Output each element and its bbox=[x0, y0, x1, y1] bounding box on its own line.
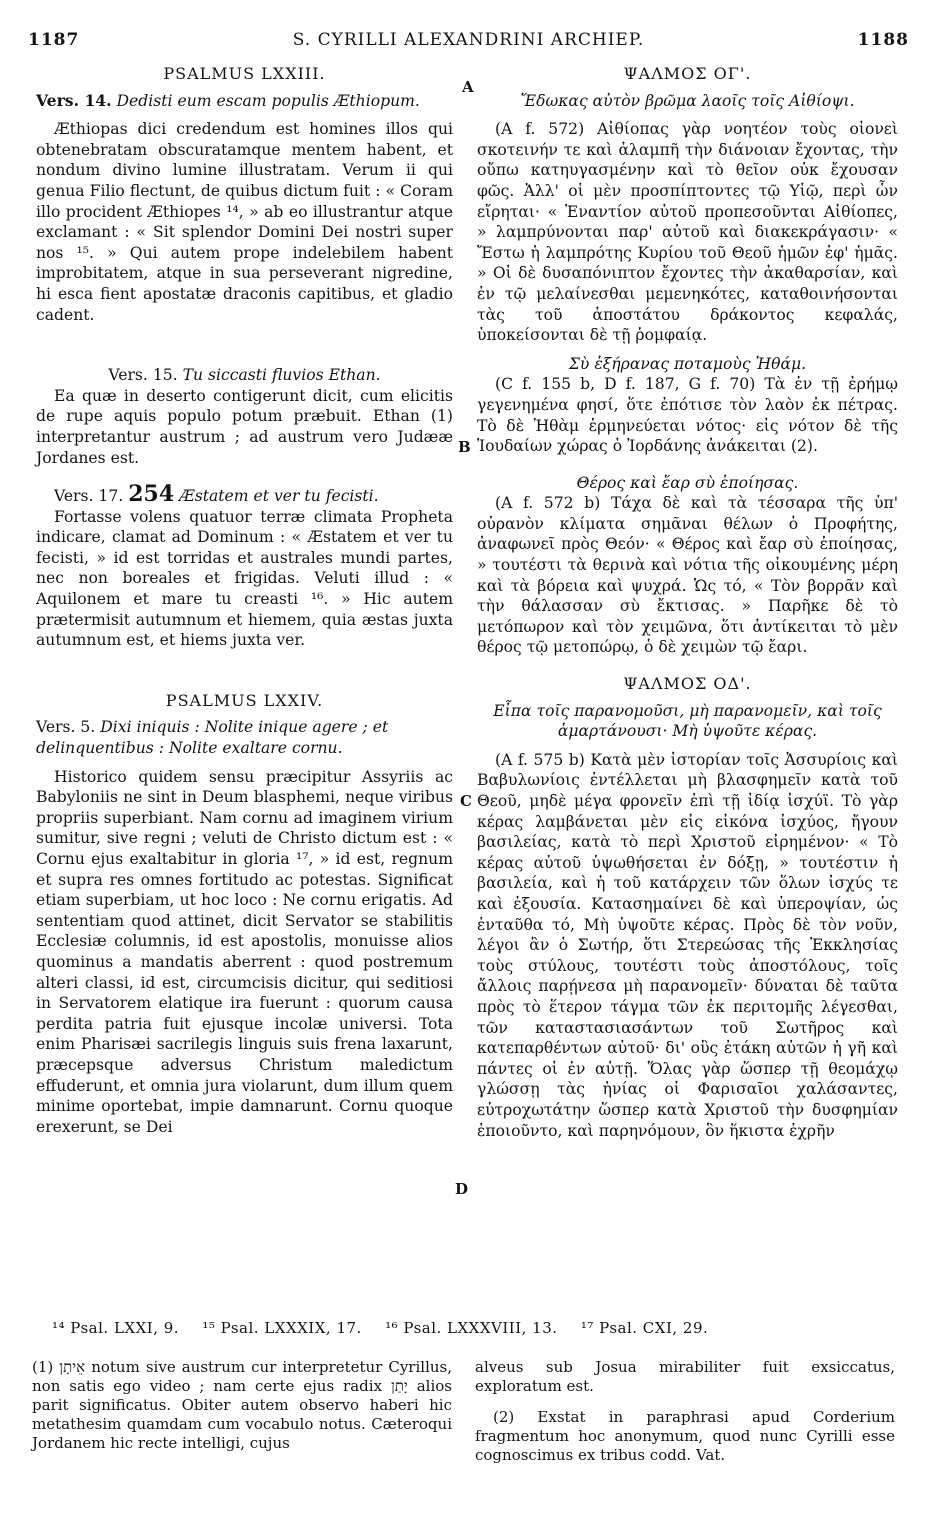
latin-paragraph-2: Ea quæ in deserto contigerunt dicit, cum elicitis de rupe aquis populo potum præbuit. Ethan (1) interpretantur austrum ; ad austrum vero Judææ Jordanes est. bbox=[36, 386, 453, 467]
greek-verse-14-text: Ἔδωκας αὐτὸν βρῶμα λαοῖς τοῖς Αἰθίοψι. bbox=[520, 91, 855, 110]
editor-notes-right bbox=[475, 1358, 895, 1465]
verse-14-heading bbox=[36, 91, 453, 112]
verse-17-text: Æstatem et ver tu fecisti. bbox=[179, 487, 379, 506]
margin-marker-a: A bbox=[462, 78, 474, 96]
greek-paragraph-4 bbox=[477, 750, 898, 1141]
greek-paragraph-4-ref: (A f. 575 b) bbox=[495, 750, 585, 769]
latin-paragraph-1: Æthiopas dici credendum est homines illos qui obtenebratam obscuratamque mentem habent, et nondum divino lumine illustratam. Verum ii qui genua Filio flectunt, de quibus dictum fuit : « Coram illo procident Æthiopes ¹⁴, » ab eo illustrantur atque exclamant : « Sit splendor Domini Dei nostri super nos ¹⁵. » Qui autem prope indelebilem habent improbitatem, atque in sua perseverant nigredine, hi esca fient apostatæ draconis capitibus, et gladio cadent. bbox=[36, 120, 453, 324]
latin-column bbox=[36, 64, 453, 1137]
greek-paragraph-4-text: Κατὰ μὲν ἱστορίαν τοῖς Ἀσσυρίοις καὶ Βαβυλωνίοις ἐντέλλεται μὴ βλασφημεῖν κατὰ τοῦ Θεοῦ, μηδὲ μέγα φρονεῖν ἐπὶ τῇ ἰδίᾳ ἰσχύϊ. Τὸ γὰρ κέρας λαμβάνεται μὲν εἰς εἰκόνα ἰσχύος, ἤγουν βασιλείας, κατὰ τὸ περὶ Χριστοῦ εἰρημένον· « Τὸ κέρας αὐτοῦ ὑψωθήσεται ἐν δόξῃ, » τουτέστιν ἡ βασιλεία, καὶ ἡ τοῦ κατάρχειν τῶν ὅλων ἰσχύς τε καὶ ἐξουσία. Κατασημαίνει δὲ καὶ ὑπεροψίαν, ὡς ἐνταῦθα τό, Μὴ ὑψοῦτε κέρας. Πρὸς δὲ τὸν νοῦν, λέγοι ἂν ὁ Σωτήρ, ὅτι Στερεώσας τῆς Ἐκκλησίας τοὺς στύλους, τουτέστι τοὺς ἀποστόλους, τοῖς ἄλλοις παρῄνεσα μὴ παρανομεῖν· δύναται δὲ ταῦτα πρὸς τὸ ἕτερον τάγμα τῶν ἐκ περιτομῆς λέγεσθαι, τῶν καταστασιασάντων τοῦ Σωτῆρος καὶ κατεπαρθέντων αὐτοῦ· δι' οὓς ἐτάκη αὐτῶν ἡ γῆ καὶ πάντες οἱ ἐν αὐτῇ. Ὅλας γὰρ ὥσπερ τῇ θεομάχῳ γλώσσῃ τὰς ἡνίας οἱ Φαρισαῖοι χαλάσαντες, εὐτροχωτάτην ὥσπερ κατὰ Χριστοῦ τὴν δυσφημίαν ἐποιοῦντο, καὶ παρηνόμουν, ὃν ἥκιστα ἐχρῆν bbox=[477, 750, 898, 1140]
verse-5-label: Vers. 5. bbox=[36, 718, 96, 737]
greek-paragraph-1-ref: (A f. 572) bbox=[495, 120, 585, 139]
page-number-right: 1188 bbox=[857, 30, 909, 50]
greek-paragraph-3-text: Τάχα δὲ καὶ τὰ τέσσαρα τῆς ὑπ' οὐρανὸν κλίματα σημᾶναι θέλων ὁ Προφήτης, ἀναφωνεῖ πρὸς Θεόν· « Θέρος καὶ ἔαρ σὺ ἐποίησας, » τουτέστι τὰ θερινὰ καὶ νότια τῆς οἰκουμένης μέρη καὶ τὰ βόρεια καὶ ψυχρά. Ὡς τό, « Τὸν βορρᾶν καὶ τὴν θάλασσαν σὺ ἔκτισας. » Παρῆκε δὲ τὸ μετόπωρον καὶ τὸν χειμῶνα, ὅτι ἀντίκειται τὸ μὲν θέρος τῷ μετοπώρῳ, ὁ δὲ χειμὼν τῷ ἔαρι. bbox=[477, 494, 898, 657]
margin-marker-c: C bbox=[460, 792, 472, 810]
psalm-73-title: PSALMUS LXXIII. bbox=[163, 64, 326, 83]
editor-note-1: (1) אֵיתָן notum sive austrum cur interpretetur Cyrillus, non satis ego video ; nam certe ejus radix יָתַן alios parit significatus. Obiter autem observo haberi hic metathesim quamdam cum vocabulo notus. Cæteroqui Jordanem hic recte intelligi, cujus bbox=[32, 1358, 453, 1452]
greek-paragraph-2-ref: (C f. 155 b, D f. 187, G f. 70) bbox=[495, 375, 756, 394]
verse-17-heading bbox=[36, 481, 453, 508]
verse-17-label: Vers. 17. bbox=[54, 487, 124, 506]
latin-paragraph-4: Historico quidem sensu præcipitur Assyriis ac Babyloniis ne sint in Deum blasphemi, neque viribus propriis superbiant. Nam cornu ad imaginem virium sumitur, sive regni ; veluti de Christo dictum est : « Cornu ejus exaltabitur in gloria ¹⁷, » id est, regnum et supra res omnes fortitudo ac potestas. Significat etiam superbiam, ut hoc loco : Ne cornu erigatis. Ad sententiam quod attinet, dicit Servator se stabilitis Ecclesiæ columnis, id est apostolis, monuisse alios quominus a mandatis aberrent : quod postremum alteri classi, id est, circumcisis dicitur, qui seditiosi in Servatorem elatique ira fuerunt : quorum causa perdita patria fuit ejusque incolæ universi. Tota enim Pharisæi sacrilegis linguis suis frena laxarunt, præcepsque adversus Christum maledictum effuderunt, et omnia jura violarunt, dum illum quem minime oportebat, impie damnarunt. Cornu quoque erexerunt, se Dei bbox=[36, 767, 453, 1136]
greek-paragraph-3 bbox=[477, 493, 898, 658]
verse-15-heading bbox=[36, 365, 453, 386]
greek-verse-17-text: Θέρος καὶ ἔαρ σὺ ἐποίησας. bbox=[576, 473, 799, 492]
greek-paragraph-3-ref: (A f. 572 b) bbox=[495, 494, 601, 513]
margin-marker-b: B bbox=[458, 438, 471, 456]
running-header bbox=[28, 30, 909, 58]
verse-5-heading bbox=[36, 717, 453, 758]
footnote-17: ¹⁷ Psal. CXI, 29. bbox=[580, 1319, 709, 1337]
scripture-footnotes bbox=[52, 1319, 901, 1337]
greek-paragraph-1-text: Αἰθίοπας γὰρ νοητέον τοὺς οἱονεὶ σκοτεινήν τε καὶ ἀλαμπῆ τὴν διάνοιαν ἔχοντας, τὴν οὔπω κατηυγασμένην καὶ τὸ θεῖον οὐκ ἔχουσαν φῶς. Ἀλλ' οἱ μὲν προσπίπτοντες τῷ Υἱῷ, περὶ ὧν εἴρηται· « Ἐναντίον αὐτοῦ προπεσοῦνται Αἰθίοπες, » λαμπρύνονται παρ' αὐτοῦ καὶ διακεκράγασιν· « Ἔστω ἡ λαμπρότης Κυρίου τοῦ Θεοῦ ἡμῶν ἐφ' ἡμᾶς. » Οἱ δὲ δυσαπόνιπτον ἔχοντες τὴν ἀκαθαρσίαν, καὶ ἐν τῷ μελαίνεσθαι μεμενηκότες, καταθοινήσονται τὰς τοῦ ἀποστάτου δράκοντος κεφαλάς, ὑποκείσονται δὲ τῇ ῥομφαίᾳ. bbox=[477, 120, 899, 345]
running-title: S. CYRILLI ALEXANDRINI ARCHIEP. bbox=[292, 30, 645, 50]
greek-paragraph-2-text: Τὰ ἐν τῇ ἐρήμῳ γεγενημένα φησί, ὅτε ἐπότισε τὸν λαὸν ἐκ πέτρας. Τὸ δὲ Ἠθὰμ ἑρμηνεύεται νότος· εἰς νότον δὲ τῆς Ἰουδαίων χώρας ὁ Ἰορδάνης ἀνάκειται (2). bbox=[477, 375, 898, 456]
verse-15-text: Tu siccasti fluvios Ethan. bbox=[182, 366, 381, 385]
greek-paragraph-1 bbox=[477, 119, 898, 346]
footnote-15: ¹⁵ Psal. LXXXIX, 17. bbox=[202, 1319, 362, 1337]
psalm-74-title: PSALMUS LXXIV. bbox=[165, 690, 324, 710]
verse-14-text: Dedisti eum escam populis Æthiopum. bbox=[116, 91, 420, 110]
greek-paragraph-2 bbox=[477, 374, 898, 456]
verse-5-text: Dixi iniquis : Nolite inique agere ; et delinquentibus : Nolite exaltare cornu. bbox=[36, 718, 389, 758]
editor-note-1-continued: alveus sub Josua mirabiliter fuit exsiccatus, exploratum est. bbox=[475, 1358, 895, 1395]
editor-note-2: (2) Exstat in paraphrasi apud Corderium fragmentum hoc anonymum, quod nunc Cyrilli esse cognoscimus ex tribus codd. Vat. bbox=[475, 1408, 895, 1464]
greek-column bbox=[477, 64, 898, 1141]
verse-14-label: Vers. 14. bbox=[36, 90, 112, 110]
psalm-74-greek-title: ΨΑΛΜΟΣ ΟΔ'. bbox=[623, 674, 752, 694]
page-number-left: 1187 bbox=[28, 30, 80, 50]
psalm-73-greek-title: ΨΑΛΜΟΣ ΟΓ'. bbox=[623, 64, 752, 83]
footnote-16: ¹⁶ Psal. LXXXVIII, 13. bbox=[385, 1319, 558, 1337]
greek-verse-15-text: Σὺ ἐξήρανας ποταμοὺς Ἠθάμ. bbox=[568, 354, 807, 373]
verse-15-label: Vers. 15. bbox=[108, 366, 178, 385]
margin-marker-d: D bbox=[455, 1180, 469, 1198]
latin-paragraph-3: Fortasse volens quatuor terræ climata Propheta indicare, clamat ad Dominum : « Æstatem et ver tu fecisti, » id est torridas et australes mundi partes, nec non boreales et frigidas. Veluti illud : « Aquilonem et mare tu creasti ¹⁶. » Hic autem prætermisit autumnum et hiemem, quia æstas juxta autumnum est, et hiems juxta ver. bbox=[36, 507, 453, 650]
column-number: 254 bbox=[128, 481, 175, 508]
greek-verse-5-text: Εἶπα τοῖς παρανομοῦσι, μὴ παρανομεῖν, καὶ τοῖς ἁμαρτάνουσι· Μὴ ὑψοῦτε κέρας. bbox=[493, 701, 882, 741]
footnote-14: ¹⁴ Psal. LXXI, 9. bbox=[52, 1319, 180, 1337]
